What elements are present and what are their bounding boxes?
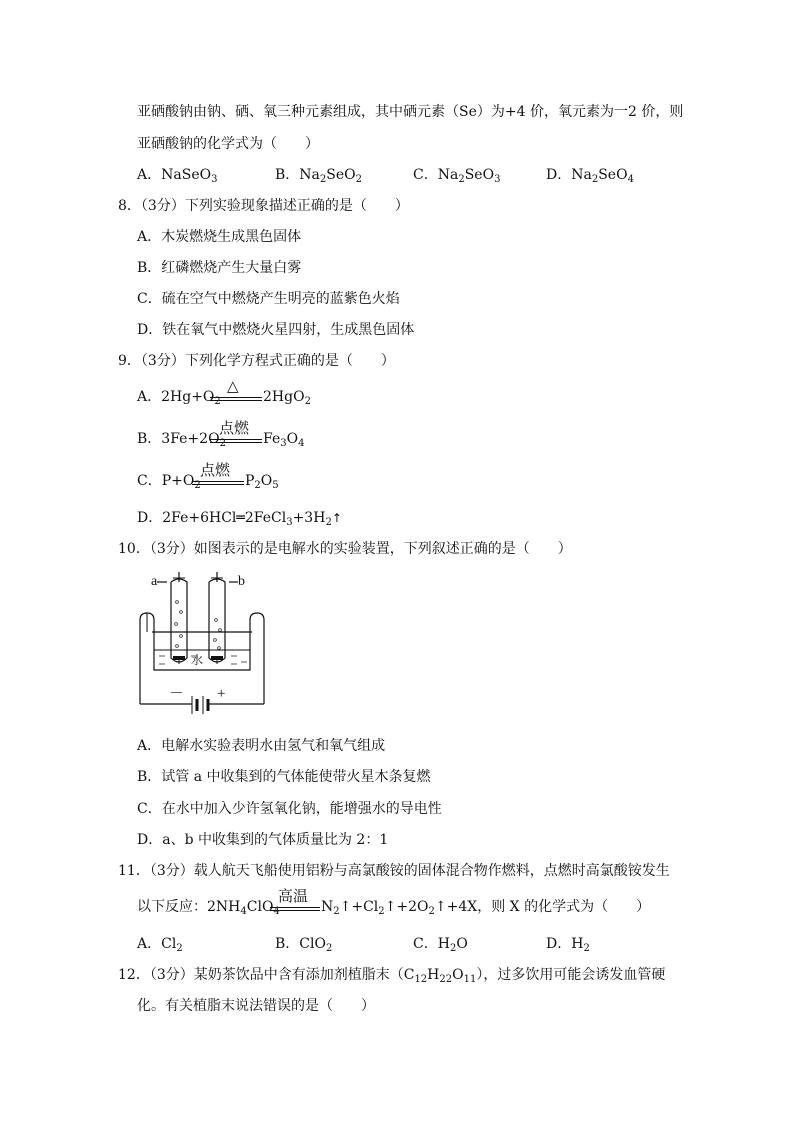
q9-option-a-equals: [210, 397, 262, 401]
q9-option-c-left: C．$P+O_2$: [137, 473, 201, 491]
q11-stem-line1: 11．（3分）载人航天飞船使用铝粉与高氯酸铵的固体混合物作燃料，点燃时高氯酸铵发生: [118, 863, 670, 879]
q9-option-c-condition: 点燃: [200, 461, 231, 479]
q10-option-a: A．电解水实验表明水由氢气和氧气组成: [137, 738, 386, 754]
q11-option-d: D．$H_2$: [546, 936, 590, 954]
q9-option-b-right: $Fe_3O_4$: [263, 431, 305, 449]
q8-option-a: A．木炭燃烧生成黑色固体: [137, 229, 302, 245]
q9-option-b-equals: [210, 439, 262, 443]
q11-stem-line2-left: 以下反应：$2NH_4ClO_4$: [137, 899, 280, 917]
q9-option-c-right: $P_2O_5$: [245, 473, 279, 491]
electrolysis-apparatus-figure: [137, 572, 267, 722]
wire-right-outer: [250, 613, 264, 704]
q11-option-b: B．ClO$_2$: [275, 936, 333, 954]
q8-option-d: D．铁在氧气中燃烧火星四射，生成黑色固体: [137, 322, 415, 338]
q7-stem-line2: 亚硒酸钠的化学式为（ ）: [137, 136, 319, 152]
q11-option-a: A．$Cl_2$: [137, 936, 183, 954]
q7-stem-line1: 亚硒酸钠由钠、硒、氧三种元素组成，其中硒元素（Se）为+4 价，氧元素为一2 价，则: [137, 104, 684, 120]
figure-label-water: 水: [191, 653, 204, 667]
q11-stem-line2-right: $N_2↑+Cl_2↑+2O_2↑+4X$，则 X 的化学式为（ ）: [321, 899, 651, 917]
figure-label-positive: +: [217, 686, 226, 702]
q8-option-b: B．红磷燃烧产生大量白雾: [137, 260, 302, 276]
q7-option-d: D．$Na_2SeO_4$: [546, 167, 634, 185]
q9-option-a-condition: △: [227, 377, 239, 395]
q10-option-d: D．a、b 中收集到的气体质量比为 2：1: [137, 832, 389, 848]
q10-option-c: C．在水中加入少许氢氧化钠，能增强水的导电性: [137, 801, 442, 817]
q12-stem-line1: 12．（3分）某奶茶饮品中含有添加剂植脂末$(C_{12}H_{22}O_{11})$，过多饮用可能会诱发血管硬: [118, 967, 666, 985]
electrode-b: [211, 656, 223, 660]
electrode-a: [173, 656, 185, 660]
q10-option-b: B．试管 a 中收集到的气体能使带火星木条复燃: [137, 769, 431, 785]
q9-option-d: D．$2Fe+6HCl═2FeCl_3+3H_2↑$: [137, 510, 342, 528]
figure-label-b: b: [238, 574, 245, 589]
q7-option-b: B．$Na_2SeO_2$: [275, 167, 363, 185]
q9-option-c-equals: [192, 481, 244, 485]
q11-option-c: C．$H_2O$: [413, 936, 468, 954]
q9-option-a-right: 2HgO$_2$: [263, 389, 311, 407]
q9-option-b-left: B．$3Fe+2O_2$: [137, 431, 226, 449]
q7-option-c: C．$Na_2SeO_3$: [413, 167, 501, 185]
figure-label-a: a: [151, 574, 158, 589]
q9-stem: 9．（3分）下列化学方程式正确的是（ ）: [118, 353, 395, 369]
q11-equals: [270, 907, 320, 911]
q9-option-a-left: A．$2Hg+O_2$: [137, 389, 221, 407]
q9-option-b-condition: 点燃: [219, 419, 250, 437]
q8-option-c: C．硫在空气中燃烧产生明亮的蓝紫色火焰: [137, 291, 400, 307]
q10-stem: 10．（3分）如图表示的是电解水的实验装置，下列叙述正确的是（ ）: [118, 541, 572, 557]
q12-stem-line2: 化。有关植脂末说法错误的是（ ）: [137, 998, 375, 1014]
q7-option-a: A．NaSeO$_3$: [137, 167, 218, 185]
q8-stem: 8．（3分）下列实验现象描述正确的是（ ）: [118, 198, 409, 214]
q11-condition: 高温: [278, 887, 309, 905]
figure-label-negative: －: [169, 686, 185, 702]
